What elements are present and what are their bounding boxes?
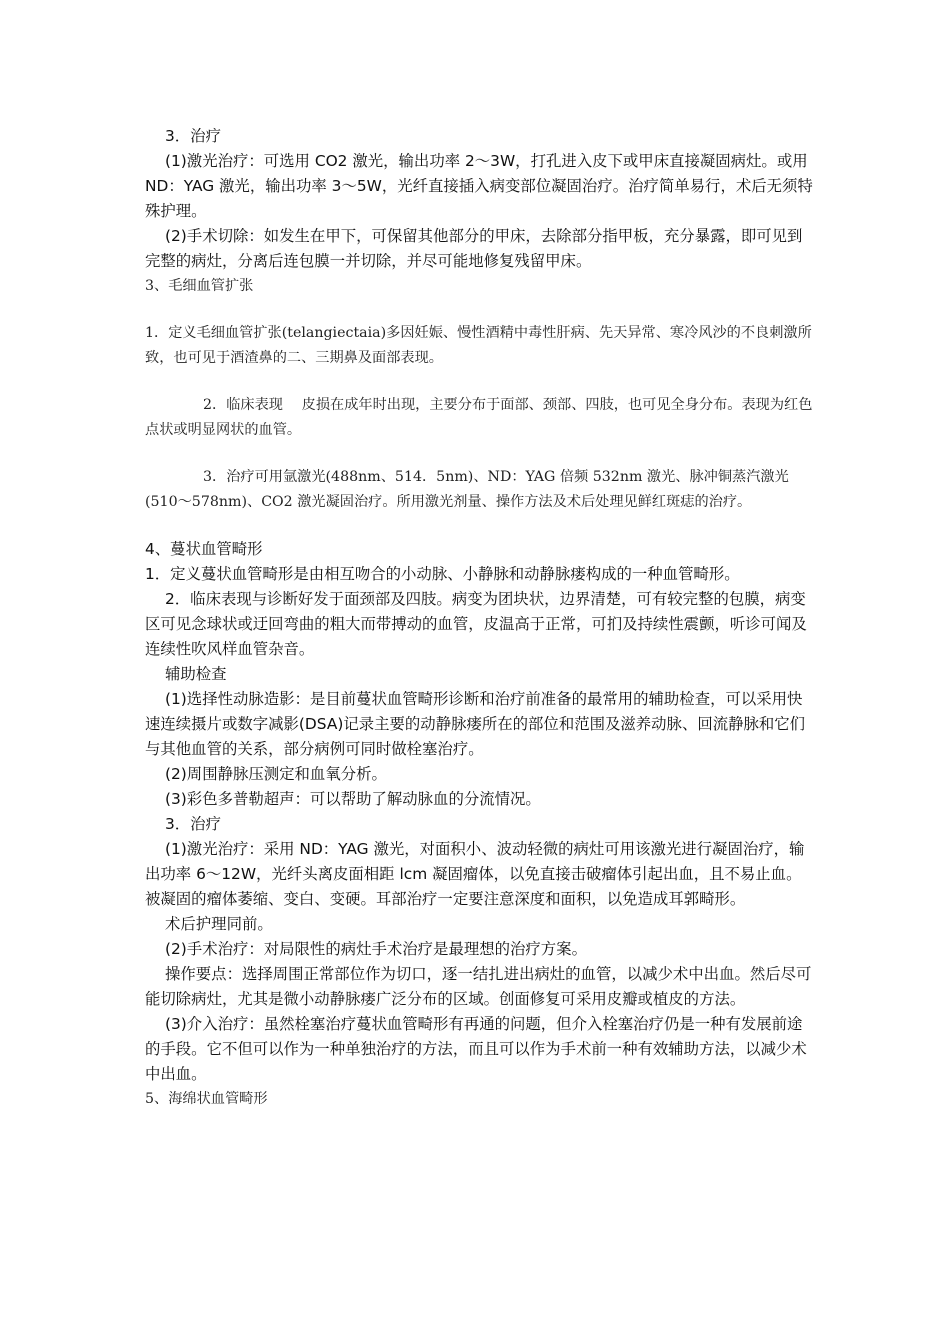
- paragraph-surgical-excision: (2)手术切除：如发生在甲下，可保留其他部分的甲床，去除部分指甲板，充分暴露，即可见到完整的病灶，分离后连包膜一并切除，并尽可能地修复残留甲床。: [145, 227, 803, 270]
- section-heading-cavernous: 5、海绵状血管畸形: [145, 1091, 268, 1107]
- paragraph-laser-treatment: (1)激光治疗：可选用 CO2 激光，输出功率 2～3W，打孔进入皮下或甲床直接凝固病灶。或用 ND：YAG 激光，输出功率 3～5W，光纤直接插入病变部位凝固治疗。治疗简单易行，术后无须特殊护理。: [145, 152, 813, 220]
- paragraph-venous-pressure: (2)周围静脉压测定和血氧分析。: [165, 765, 387, 783]
- paragraph-auxiliary-exam-heading: 辅助检查: [165, 665, 227, 683]
- paragraph-postop-care: 术后护理同前。: [165, 915, 273, 933]
- paragraph-racemose-laser: (1)激光治疗：采用 ND：YAG 激光，对面积小、波动轻微的病灶可用该激光进行凝固治疗，输出功率 6～12W，光纤头离皮面相距 lcm 凝固瘤体，以免直接击破瘤体引起出血，且不易止血。被凝固的瘤体萎缩、变白、变硬。耳部治疗一定要注意深度和面积，以免造成耳郭畸形。: [145, 840, 805, 908]
- paragraph-telangiectasia-definition: 1．定义毛细血管扩张(telangiectaia)多因妊娠、慢性酒精中毒性肝病、先天异常、寒冷风沙的不良刺激所致，也可见于酒渣鼻的二、三期鼻及面部表现。: [145, 325, 812, 366]
- paragraph-telangiectasia-treatment: 3．治疗可用氩激光(488nm、514．5nm)、ND：YAG 倍频 532nm 激光、脉冲铜蒸汽激光(510～578nm)、CO2 激光凝固治疗。所用激光剂量、操作方法及术后处理见鲜红斑痣的治疗。: [145, 469, 789, 510]
- paragraph-operation-points: 操作要点：选择周围正常部位作为切口，逐一结扎进出病灶的血管，以减少术中出血。然后尽可能切除病灶，尤其是微小动静脉瘘广泛分布的区域。创面修复可采用皮瓣或植皮的方法。: [145, 965, 812, 1008]
- document-body: [145, 124, 815, 1112]
- paragraph-treatment-heading: 3．治疗: [165, 815, 221, 833]
- paragraph-racemose-definition: 1．定义蔓状血管畸形是由相互吻合的小动脉、小静脉和动静脉瘘构成的一种血管畸形。: [145, 565, 740, 583]
- section-heading-treatment: 3．治疗: [165, 127, 221, 145]
- section-heading-telangiectasia: 3、毛细血管扩张: [145, 278, 254, 294]
- paragraph-arteriography: (1)选择性动脉造影：是目前蔓状血管畸形诊断和治疗前准备的最常用的辅助检查，可以采用快速连续摄片或数字减影(DSA)记录主要的动静脉瘘所在的部位和范围及滋养动脉、回流静脉和它们与其他血管的关系，部分病例可同时做栓塞治疗。: [145, 690, 806, 758]
- paragraph-interventional-treatment: (3)介入治疗：虽然栓塞治疗蔓状血管畸形有再通的问题，但介入栓塞治疗仍是一种有发展前途的手段。它不但可以作为一种单独治疗的方法，而且可以作为手术前一种有效辅助方法，以减少术中出血。: [145, 1015, 807, 1083]
- paragraph-surgical-treatment: (2)手术治疗：对局限性的病灶手术治疗是最理想的治疗方案。: [165, 940, 587, 958]
- paragraph-racemose-clinical: 2．临床表现与诊断好发于面颈部及四肢。病变为团块状，边界清楚，可有较完整的包膜，病变区可见念球状或迂回弯曲的粗大而带搏动的血管，皮温高于正常，可扪及持续性震颤，听诊可闻及连续性吹风样血管杂音。: [145, 590, 807, 658]
- paragraph-telangiectasia-clinical: 2．临床表现 皮损在成年时出现，主要分布于面部、颈部、四肢，也可见全身分布。表现为红色点状或明显网状的血管。: [145, 397, 813, 438]
- paragraph-doppler: (3)彩色多普勒超声：可以帮助了解动脉血的分流情况。: [165, 790, 541, 808]
- section-heading-racemose: 4、蔓状血管畸形: [145, 540, 263, 558]
